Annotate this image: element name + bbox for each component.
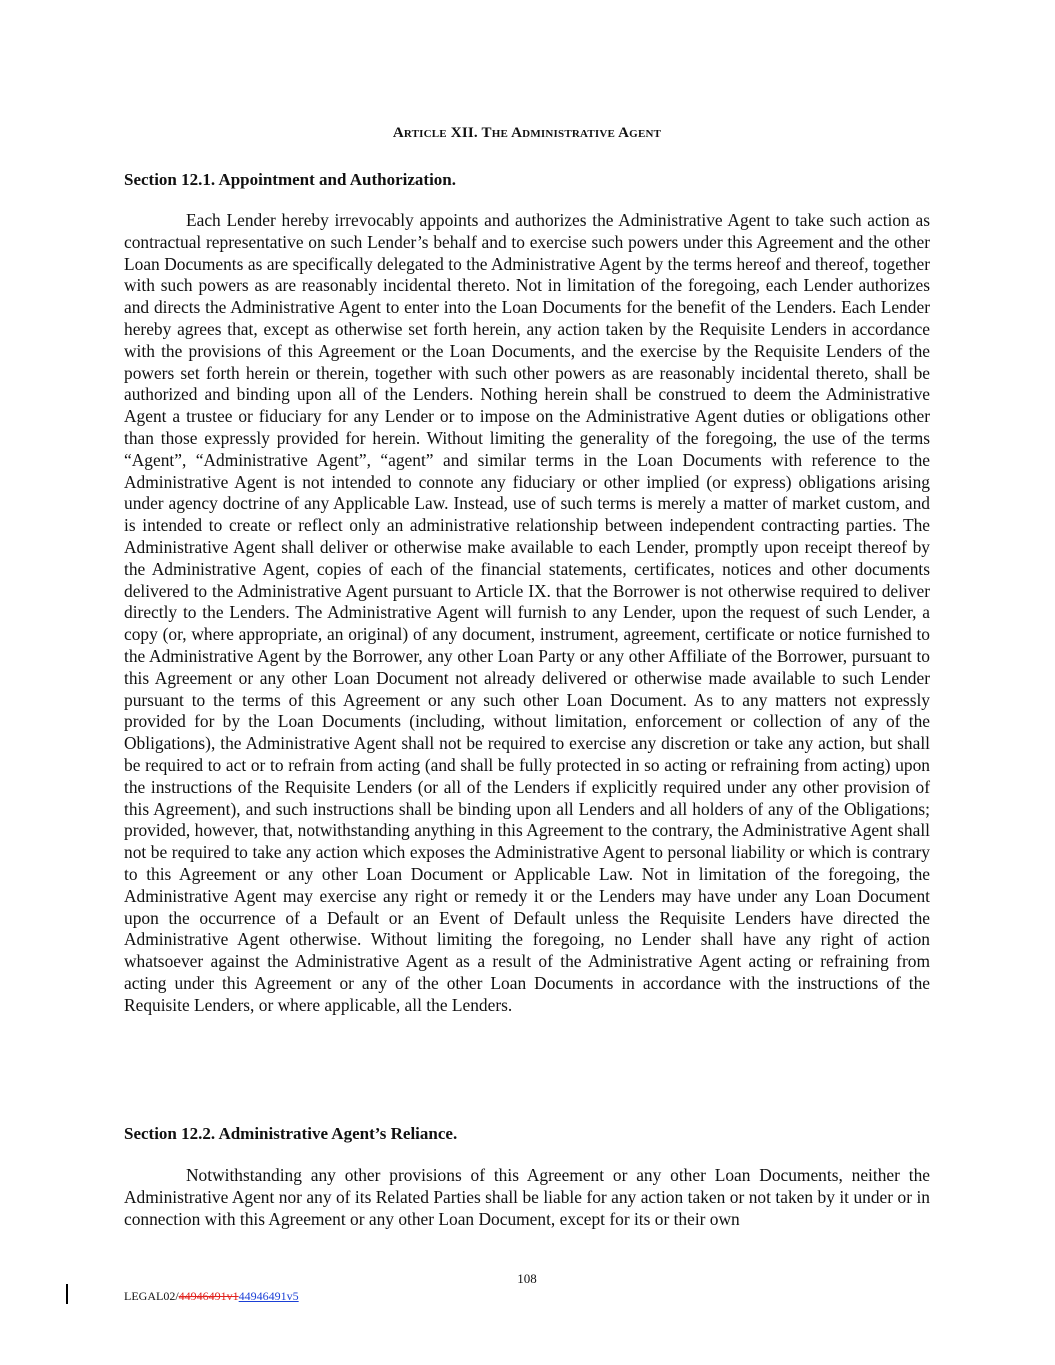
- document-id-footer: [124, 1289, 299, 1304]
- article-title: Article XII. The Administrative Agent: [392, 125, 662, 141]
- section-12-1-paragraph: Each Lender hereby irrevocably appoints and authorizes the Administrative Agent to take such action as contractual representative on such Lender’s behalf and to exercise such powers under this Agreement and the other Loan Documents as are specifically delegated to the Administrative Agent by the terms hereof and thereof, together with such powers as are reasonably incidental thereto. Not in limitation of the foregoing, each Lender authorizes and directs the Administrative Agent to enter into the Loan Documents for the benefit of the Lenders. Each Lender hereby agrees that, except as otherwise set forth herein, any action taken by the Requisite Lenders in accordance with the provisions of this Agreement or the Loan Documents, and the exercise by the Requisite Lenders of the powers set forth herein or therein, together with such other powers as are reasonably incidental thereto, shall be authorized and binding upon all of the Lenders. Nothing herein shall be construed to deem the Administrative Agent a trustee or fiduciary for any Lender or to impose on the Administrative Agent duties or obligations other than those expressly provided for herein. Without limiting the generality of the foregoing, the use of the terms “Agent”, “Administrative Agent”, “agent” and similar terms in the Loan Documents with reference to the Administrative Agent is not intended to connote any fiduciary or other implied (or express) obligations arising under agency doctrine of any Applicable Law. Instead, use of such terms is merely a matter of market custom, and is intended to create or reflect only an administrative relationship between independent contracting parties. The Administrative Agent shall deliver or otherwise make available to each Lender, promptly upon receipt thereof by the Administrative Agent, copies of each of the financial statements, certificates, notices and other documents delivered to the Administrative Agent pursuant to Article IX. that the Borrower is not otherwise required to deliver directly to the Lenders. The Administrative Agent will furnish to any Lender, upon the request of such Lender, a copy (or, where appropriate, an original) of any document, instrument, agreement, certificate or notice furnished to the Administrative Agent by the Borrower, any other Loan Party or any other Affiliate of the Borrower, pursuant to this Agreement or any other Loan Document not already delivered or otherwise made available to such Lender pursuant to the terms of this Agreement or any such other Loan Document. As to any matters not expressly provided for by the Loan Documents (including, without limitation, enforcement or collection of any of the Obligations), the Administrative Agent shall not be required to exercise any discretion or take any action, but shall be required to act or to refrain from acting (and shall be fully protected in so acting or refraining from acting) upon the instructions of the Requisite Lenders (or all of the Lenders if explicitly required under any other provision of this Agreement), and such instructions shall be binding upon all Lenders and all holders of any of the Obligations; provided, however, that, notwithstanding anything in this Agreement to the contrary, the Administrative Agent shall not be required to take any action which exposes the Administrative Agent to personal liability or which is contrary to this Agreement or any other Loan Document or Applicable Law. Not in limitation of the foregoing, the Administrative Agent may exercise any right or remedy it or the Lenders may have under any Loan Document upon the occurrence of a Default or an Event of Default unless the Requisite Lenders have directed the Administrative Agent otherwise. Without limiting the foregoing, no Lender shall have any right of action whatsoever against the Administrative Agent as a result of the Administrative Agent acting or refraining from acting under this Agreement or any of the other Loan Documents in accordance with the instructions of the Requisite Lenders, or where applicable, all the Lenders.: [124, 210, 930, 1015]
- page-number: 108: [517, 1271, 537, 1286]
- doc-id-prefix: LEGAL02/: [124, 1289, 179, 1303]
- doc-id-inserted-version: 44946491v5: [238, 1289, 299, 1303]
- section-12-2-paragraph: Notwithstanding any other provisions of this Agreement or any other Loan Documents, neither the Administrative Agent nor any of its Related Parties shall be liable for any action taken or not taken by it under or in connection with this Agreement or any other Loan Document, except for its or their own: [124, 1165, 930, 1229]
- doc-id-deleted-version: 44946491v1: [178, 1289, 239, 1303]
- section-12-2-heading: Section 12.2. Administrative Agent’s Reliance.: [124, 1124, 458, 1143]
- section-12-1-heading: Section 12.1. Appointment and Authorization.: [124, 170, 457, 189]
- revision-change-bar: [66, 1284, 68, 1304]
